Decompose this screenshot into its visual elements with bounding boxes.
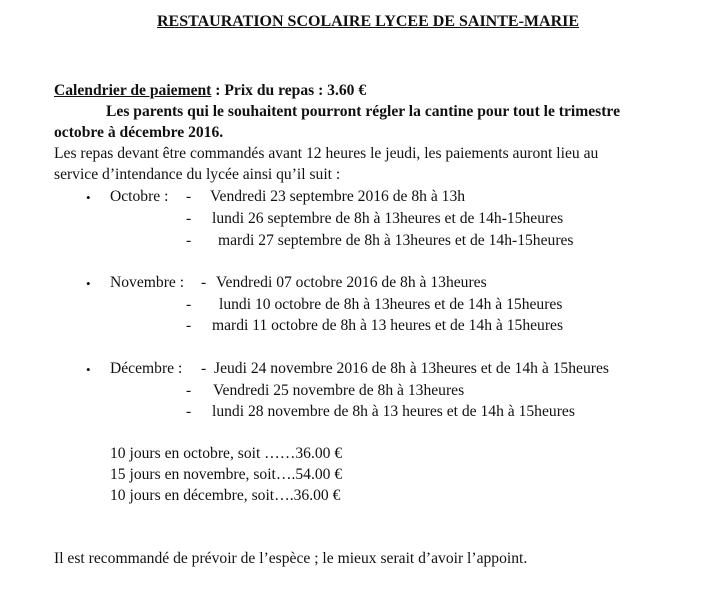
month-label-octobre: Octobre : xyxy=(110,188,169,205)
date-entry: Vendredi 25 novembre de 8h à 13heures xyxy=(213,382,465,399)
dash-icon: - xyxy=(186,232,192,249)
date-entry: mardi 11 octobre de 8h à 13 heures et de 14h à 15heures xyxy=(212,317,564,334)
meal-price: Prix du repas : 3.60 € xyxy=(220,82,367,99)
bullet-icon: • xyxy=(86,276,91,291)
dash-icon: - xyxy=(201,274,207,291)
document-title: RESTAURATION SCOLAIRE LYCEE DE SAINTE-MARIE xyxy=(157,13,580,30)
date-entry: mardi 27 septembre de 8h à 13heures et de 14h-15heures xyxy=(218,232,574,249)
dash-icon: - xyxy=(186,382,192,399)
intro-line-1: Les repas devant être commandés avant 12 heures le jeudi, les paiements auront lieu au xyxy=(54,145,599,162)
dash-icon: - xyxy=(186,403,192,420)
dash-icon: - xyxy=(201,360,207,377)
month-label-decembre: Décembre : xyxy=(110,360,183,377)
intro-bold-line-1: Les parents qui le souhaitent pourront régler la cantine pour tout le trimestre xyxy=(106,103,620,120)
dash-icon: - xyxy=(186,296,192,313)
total-octobre: 10 jours en octobre, soit ……36.00 € xyxy=(110,445,343,462)
payment-calendar-heading xyxy=(54,80,366,101)
total-novembre: 15 jours en novembre, soit….54.00 € xyxy=(110,466,343,483)
dash-icon: - xyxy=(186,188,192,205)
date-entry: Vendredi 23 septembre 2016 de 8h à 13h xyxy=(210,188,466,205)
date-entry: Vendredi 07 octobre 2016 de 8h à 13heures xyxy=(216,274,487,291)
dash-icon: - xyxy=(186,210,192,227)
total-decembre: 10 jours en décembre, soit….36.00 € xyxy=(110,487,341,504)
footer-note: Il est recommandé de prévoir de l’espèce ; le mieux serait d’avoir l’appoint. xyxy=(54,550,528,567)
intro-line-2: service d’intendance du lycée ainsi qu’il suit : xyxy=(54,166,341,183)
month-label-novembre: Novembre : xyxy=(110,274,185,291)
calendar-colon: : xyxy=(211,82,221,99)
bullet-icon: • xyxy=(86,362,91,377)
dash-icon: - xyxy=(186,317,192,334)
calendar-label: Calendrier de paiement xyxy=(54,82,212,99)
bullet-icon: • xyxy=(86,190,91,205)
date-entry: lundi 28 novembre de 8h à 13 heures et de 14h à 15heures xyxy=(212,403,575,420)
date-entry: lundi 10 octobre de 8h à 13heures et de 14h à 15heures xyxy=(219,296,563,313)
date-entry: Jeudi 24 novembre 2016 de 8h à 13heures et de 14h à 15heures xyxy=(214,360,609,377)
intro-bold-line-2: octobre à décembre 2016. xyxy=(54,124,224,141)
date-entry: lundi 26 septembre de 8h à 13heures et de 14h-15heures xyxy=(212,210,564,227)
